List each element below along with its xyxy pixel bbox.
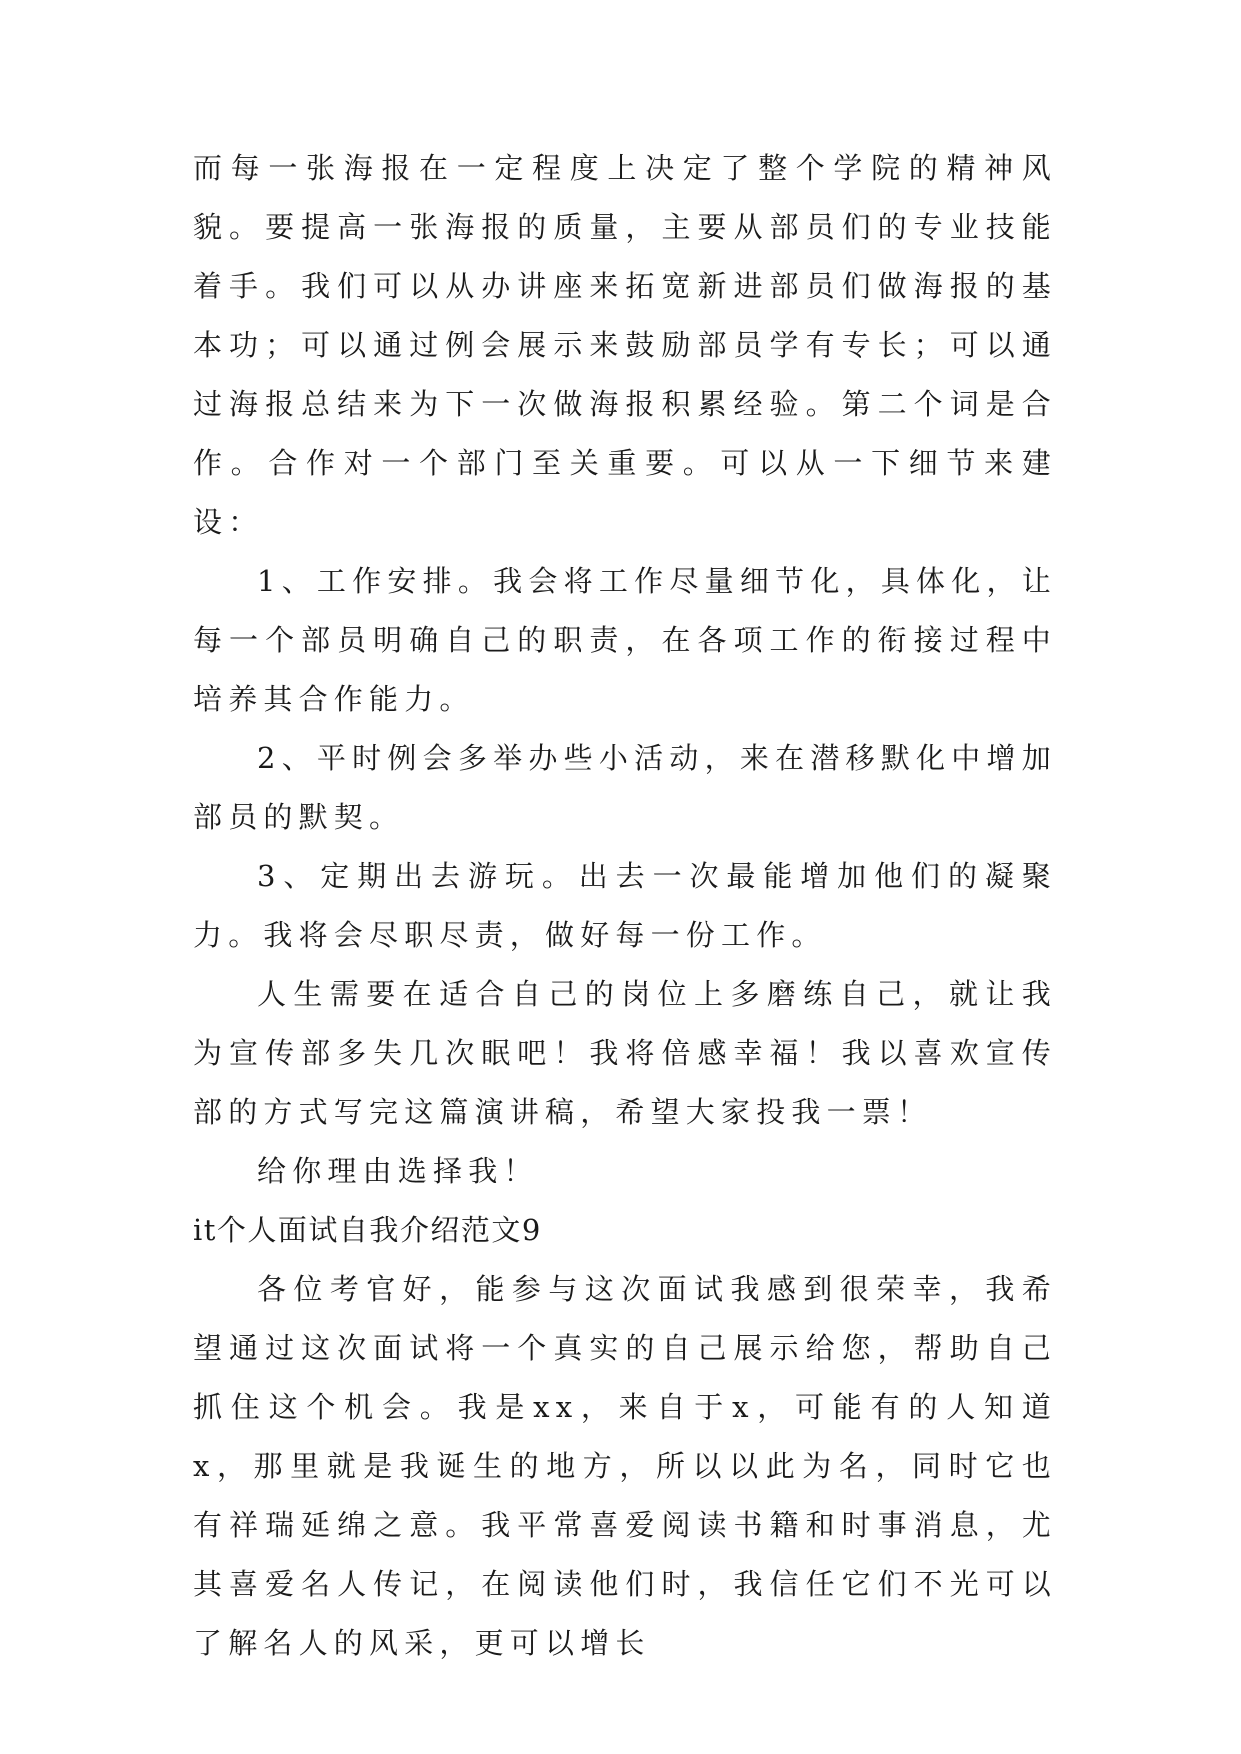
paragraph-item-1: 1、工作安排。我会将工作尽量细节化，具体化，让每一个部员明确自己的职责，在各项工作的衔接过程中培养其合作能力。 (193, 564, 1057, 716)
paragraph-interview-intro: 各位考官好，能参与这次面试我感到很荣幸，我希望通过这次面试将一个真实的自己展示给您，帮助自己抓住这个机会。我是xx，来自于x，可能有的人知道x，那里就是我诞生的地方，所以以此为名，同时它也有祥瑞延绵之意。我平常喜爱阅读书籍和时事消息，尤其喜爱名人传记，在阅读他们时，我信任它们不光可以了解名人的风采，更可以增长 (193, 1272, 1057, 1660)
document-body (193, 139, 1057, 1673)
section-heading: it个人面试自我介绍范文9 (193, 1213, 542, 1247)
paragraph-slogan: 给你理由选择我！ (257, 1154, 539, 1188)
paragraph-poster-quality: 而每一张海报在一定程度上决定了整个学院的精神风貌。要提高一张海报的质量，主要从部员们的专业技能着手。我们可以从办讲座来拓宽新进部员们做海报的基本功；可以通过例会展示来鼓励部员学有专长；可以通过海报总结来为下一次做海报积累经验。第二个词是合作。合作对一个部门至关重要。可以从一下细节来建设： (193, 151, 1057, 539)
paragraph-item-2: 2、平时例会多举办些小活动，来在潜移默化中增加部员的默契。 (193, 741, 1057, 834)
paragraph-closing: 人生需要在适合自己的岗位上多磨练自己，就让我为宣传部多失几次眠吧！我将倍感幸福！我以喜欢宣传部的方式写完这篇演讲稿，希望大家投我一票！ (193, 977, 1057, 1129)
paragraph-item-3: 3、定期出去游玩。出去一次最能增加他们的凝聚力。我将会尽职尽责，做好每一份工作。 (193, 859, 1057, 952)
